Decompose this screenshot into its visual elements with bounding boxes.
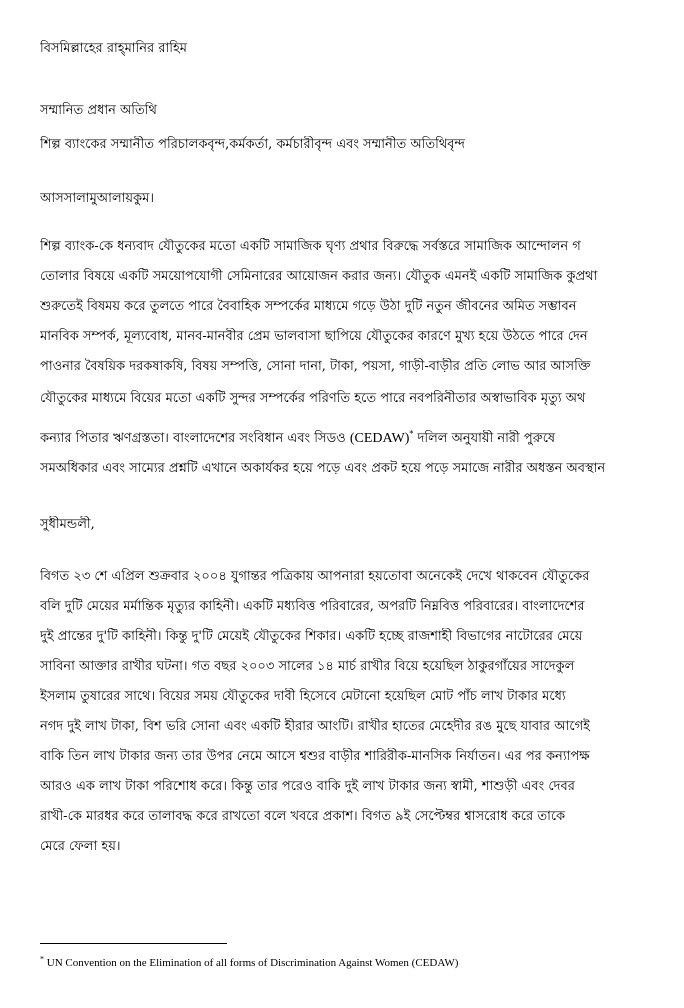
paragraph-2-line-7: বাকি তিন লাখ টাকার জন্য তার উপর নেমে আসে শ্বশুর বাড়ীর শারিরীক-মানসিক নির্যাতন। এর পর কন্যাপক্ষ [40,749,590,764]
paragraph-2-line-4: সাবিনা আক্তার রাখীর ঘটনা। গত বছর ২০০৩ সালের ১৪ মার্চ রাখীর বিয়ে হয়েছিল ঠাকুরগাঁয়ের সাদেকুল [40,659,575,674]
footnote-reference-mark: * [409,430,414,439]
footnote-mark: * [40,954,44,964]
paragraph-1-line-1: শিল্প ব্যাংক-কে ধন্যবাদ যৌতুকের মতো একটি সামাজিক ঘৃণ্য প্রথার বিরুদ্ধে সর্বস্তরে সামাজিক আন্দোলন গ [40,239,581,254]
opening-invocation: বিসমিল্লাহের রাহ্‌মানির রাহিম [40,41,188,56]
paragraph-1-line-3: শুরুতেই বিষময় করে তুলতে পারে বৈবাহিক সম্পর্কের মাধ্যমে গড়ে উঠা দুটি নতুন জীবনের অমিত সম্ভাবন [40,299,577,314]
paragraph-1-line-7 [40,430,684,448]
salutation-audience: সুধীমন্ডলী, [40,517,95,532]
footnote [40,956,458,970]
paragraph-1-line-4: মানবিক সম্পর্ক, মূল্যবোধ, মানব-মানবীর প্রেম ভালবাসা ছাপিয়ে যৌতুকের কারণে মুখ্য হয়ে উঠতে পারে দেন [40,329,588,344]
cedaw-abbreviation: (CEDAW) [349,431,410,446]
paragraph-2-line-10: মেরে ফেলা হয়। [40,839,121,854]
line-7-before-text: কন্যার পিতার ঋণগ্রস্ততা। বাংলাদেশের সংবিধান এবং সিডও [40,431,350,446]
address-chief-guest: সম্মানিত প্রধান অতিথি [40,103,157,118]
paragraph-1-line-8: সমঅধিকার এবং সাম্যের প্রশ্নটি এখানে অকার্যকর হয়ে পড়ে এবং প্রকট হয়ে পড়ে সমাজে নারীর অধস্তন অবস্থান [40,461,606,476]
paragraph-2-line-9: রাখী-কে মারধর করে তালাবদ্ধ করে রাখতো বলে খবরে প্রকাশ। বিগত ৯ই সেপ্টেম্বর শ্বাসরোধ করে তাকে [40,809,566,824]
address-others: শিল্প ব্যাংকের সম্মানীত পরিচালকবৃন্দ,কর্মকর্তা, কর্মচারীবৃন্দ এবং সম্মানীত অতিথিবৃন্দ [40,137,465,152]
line-7-after-text: দলিল অনুযায়ী নারী পুরুষে [413,431,556,446]
footnote-divider [40,943,227,944]
paragraph-2-line-1: বিগত ২৩ শে এপ্রিল শুক্রবার ২০০৪ যুগান্তর পত্রিকায় আপনারা হয়তোবা অনেকেই দেখে থাকবেন যৌতুকের [40,569,590,584]
paragraph-2-line-6: নগদ দুই লাখ টাকা, বিশ ভরি সোনা এবং একটি হীরার আংটি। রাখীর হাতের মেহেদীর রঙ মুছে যাবার আগেই [40,719,590,734]
paragraph-1-line-6: যৌতুকের মাধ্যমে বিয়ের মতো একটি সুন্দর সম্পর্কের পরিণতি হতে পারে নবপরিনীতার অস্বাভাবিক মৃত্যু অথ [40,391,586,406]
paragraph-1-line-2: তোলার বিষয়ে একটি সময়োপযোগী সেমিনারের আয়োজন করার জন্য। যৌতুক এমনই একটি সামাজিক কুপ্রথা [40,269,598,284]
paragraph-1-line-5: পাওনার বৈষয়িক দরকষাকষি, বিষয় সম্পত্তি, সোনা দানা, টাকা, পয়সা, গাড়ী-বাড়ীর প্রতি লোভ আর আসক্তি [40,359,591,374]
paragraph-2-line-5: ইসলাম তুষারের সাথে। বিয়ের সময় যৌতুকের দাবী হিসেবে মেটানো হয়েছিল মোট পাঁচ লাখ টাকার মধ্যে [40,689,566,704]
paragraph-2-line-2: বলি দুটি মেয়ের মর্মান্তিক মৃত্যুর কাহিনী। একটি মধ্যবিত্ত পরিবারের, অপরটি নিম্নবিত্ত পরিবারের। বাংলাদেশের [40,599,585,614]
greeting: আসসালামুআলায়কুম। [40,191,155,206]
paragraph-2-line-3: দুই প্রান্তের দু'টি কাহিনী। কিন্তু দু'টি মেয়েই যৌতুকের শিকার। একটি হচ্ছে রাজশাহী বিভাগের নাটোরের মেয়ে [40,629,583,644]
paragraph-2-line-8: আরও এক লাখ টাকা পরিশোধ করে। কিন্তু তার পরেও বাকি দুই লাখ টাকার জন্য স্বামী, শাশুড়ী এবং দেবর [40,779,575,794]
footnote-text: UN Convention on the Elimination of all forms of Discrimination Against Women (CEDAW) [44,957,459,969]
